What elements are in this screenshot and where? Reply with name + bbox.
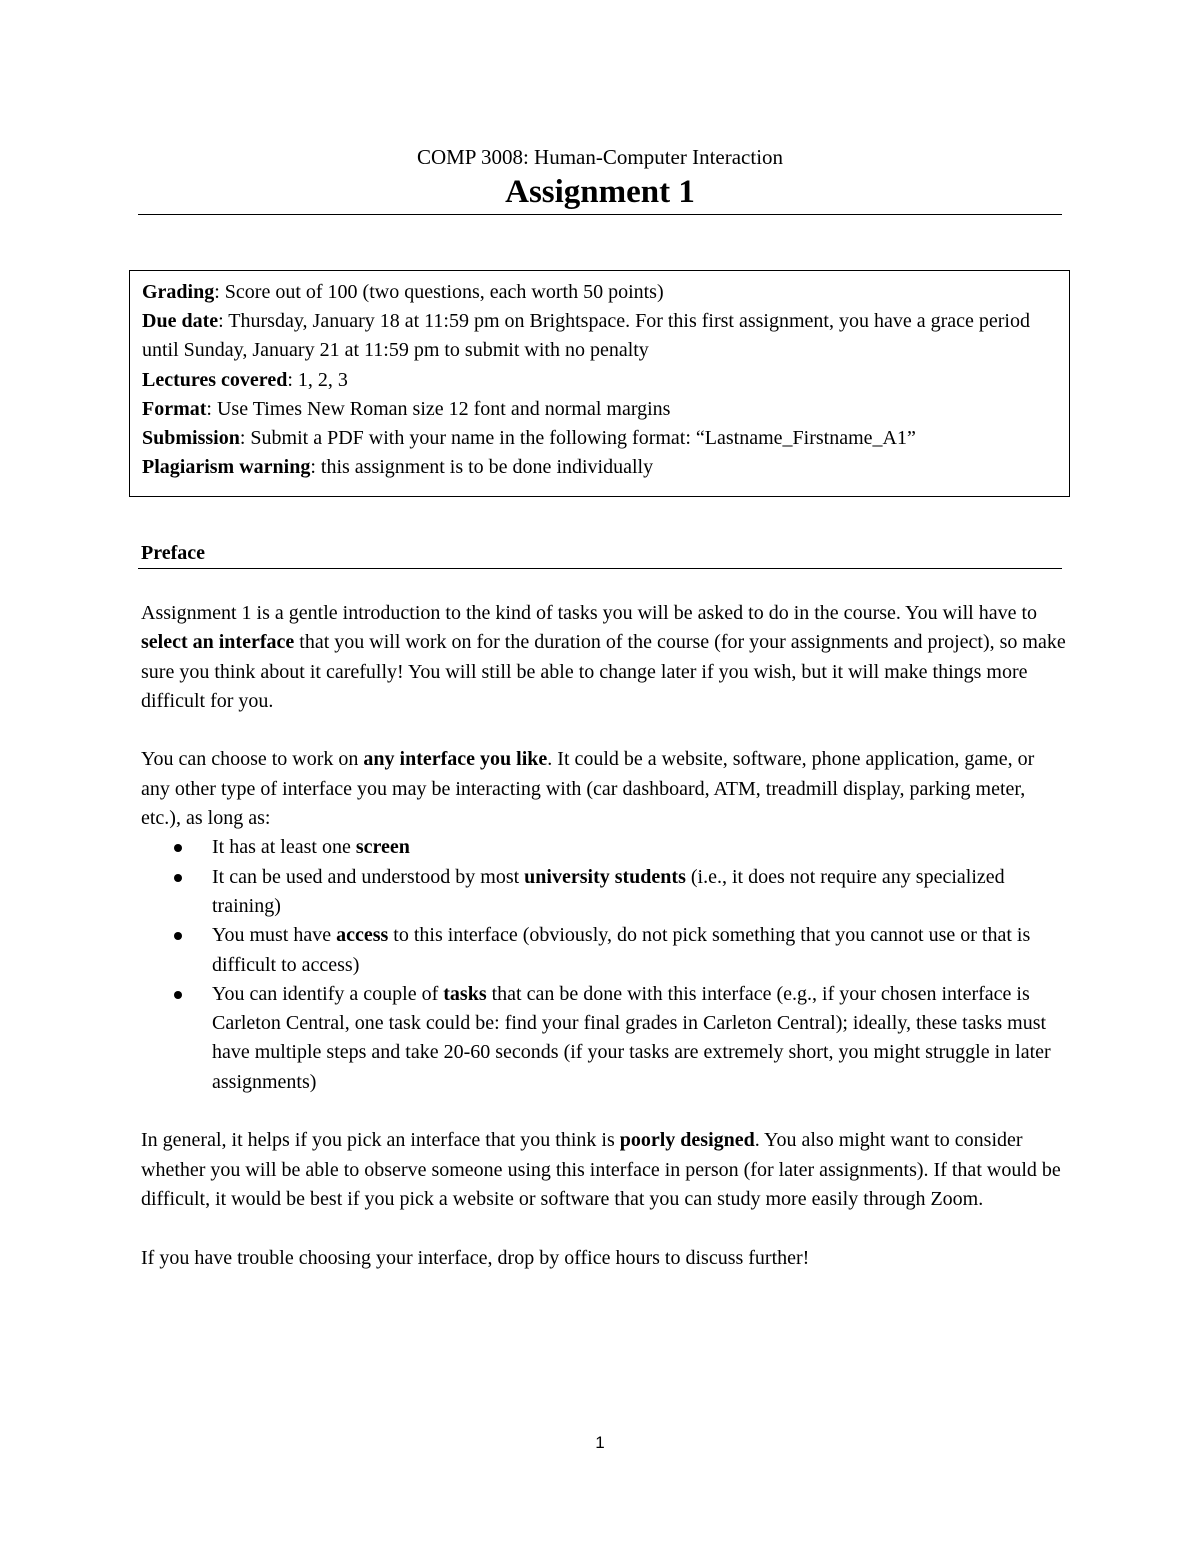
format-value: : Use Times New Roman size 12 font and normal margins xyxy=(206,397,671,420)
grading-value: : Score out of 100 (two questions, each worth 50 points) xyxy=(214,281,664,303)
requirements-list xyxy=(141,833,1066,1097)
text-run: It can be used and understood by most xyxy=(212,865,525,888)
grading-line xyxy=(142,278,1057,307)
lectures-label: Lectures covered xyxy=(142,368,288,391)
text-run: (i.e., it does not require any specialized training) xyxy=(212,865,1005,917)
bullet-icon xyxy=(174,844,182,852)
text-run: It has at least one xyxy=(212,836,356,859)
lectures-value: : 1, 2, 3 xyxy=(287,368,348,391)
assignment-info-box xyxy=(129,270,1070,497)
plagiarism-line xyxy=(142,453,1057,482)
text-run: . You also might want to consider whether you will be able to observe someone using this interface in person (for later assignments). If that would be difficult, it would be best if you pick a website or software that you can study more easily through Zoom. xyxy=(141,1129,1061,1210)
format-label: Format xyxy=(142,397,207,420)
course-title: COMP 3008: Human-Computer Interaction xyxy=(416,145,784,169)
preface-heading: Preface xyxy=(141,542,206,564)
due-date-label: Due date xyxy=(142,310,219,333)
text-run: . It could be a website, software, phone application, game, or any other type of interface you may be interacting with (car dashboard, ATM, treadmill display, parking meter, etc.), as long as: xyxy=(141,748,1035,830)
emphasis-run: any interface you like xyxy=(363,748,548,771)
submission-line xyxy=(142,424,1057,453)
bullet-icon xyxy=(174,991,182,999)
bullet-icon xyxy=(174,874,182,882)
lectures-line xyxy=(142,366,1057,395)
text-run: You can identify a couple of xyxy=(212,982,444,1005)
text-run: that can be done with this interface (e.g., if your chosen interface is Carleton Central, one task could be: find your final grades in Carleton Central); ideally, these tasks must have multiple steps and take 20-60 seconds (if your tasks are extremely short, you might struggle in later assignments) xyxy=(212,982,1051,1093)
list-item xyxy=(141,833,1066,862)
page-number: 1 xyxy=(595,1433,605,1452)
emphasis-run: screen xyxy=(355,836,410,859)
due-date-value: : Thursday, January 18 at 11:59 pm on Brightspace. For this first assignment, you have a grace period until Sunday, January 21 at 11:59 pm to submit with no penalty xyxy=(142,310,1030,362)
assignment-title: Assignment 1 xyxy=(505,174,695,210)
submission-label: Submission xyxy=(142,427,240,450)
preface-body xyxy=(141,599,1066,1302)
emphasis-run: select an interface xyxy=(141,631,295,654)
preface-paragraph-2 xyxy=(141,745,1066,833)
text-run: You can choose to work on xyxy=(141,748,364,771)
list-item xyxy=(141,863,1066,922)
preface-paragraph-3 xyxy=(141,1126,1066,1214)
preface-paragraph-1 xyxy=(141,599,1066,716)
list-item xyxy=(141,980,1066,1097)
plagiarism-label: Plagiarism warning xyxy=(142,456,311,479)
preface-paragraph-4: If you have trouble choosing your interface, drop by office hours to discuss further! xyxy=(141,1246,810,1269)
bullet-icon xyxy=(174,932,182,940)
preface-underline xyxy=(138,568,1062,569)
text-run: that you will work on for the duration of the course (for your assignments and project), so make sure you think about it carefully! You will still be able to change later if you wish, but it will make things more difficult for you. xyxy=(141,631,1066,712)
emphasis-run: tasks xyxy=(443,982,487,1005)
text-run: You must have xyxy=(212,924,337,947)
emphasis-run: poorly designed xyxy=(619,1129,755,1152)
title-underline xyxy=(138,214,1062,215)
format-line xyxy=(142,395,1057,424)
submission-value: : Submit a PDF with your name in the following format: “Lastname_Firstname_A1” xyxy=(239,427,916,450)
grading-label: Grading xyxy=(142,281,215,303)
list-item xyxy=(141,921,1066,980)
text-run: In general, it helps if you pick an interface that you think is xyxy=(141,1129,620,1152)
due-date-line xyxy=(142,307,1057,365)
text-run: to this interface (obviously, do not pick something that you cannot use or that is difficult to access) xyxy=(212,924,1031,976)
plagiarism-value: : this assignment is to be done individually xyxy=(310,456,654,479)
text-run: Assignment 1 is a gentle introduction to the kind of tasks you will be asked to do in the course. You will have to xyxy=(141,602,1038,624)
emphasis-run: university students xyxy=(524,865,686,888)
emphasis-run: access xyxy=(336,924,389,947)
